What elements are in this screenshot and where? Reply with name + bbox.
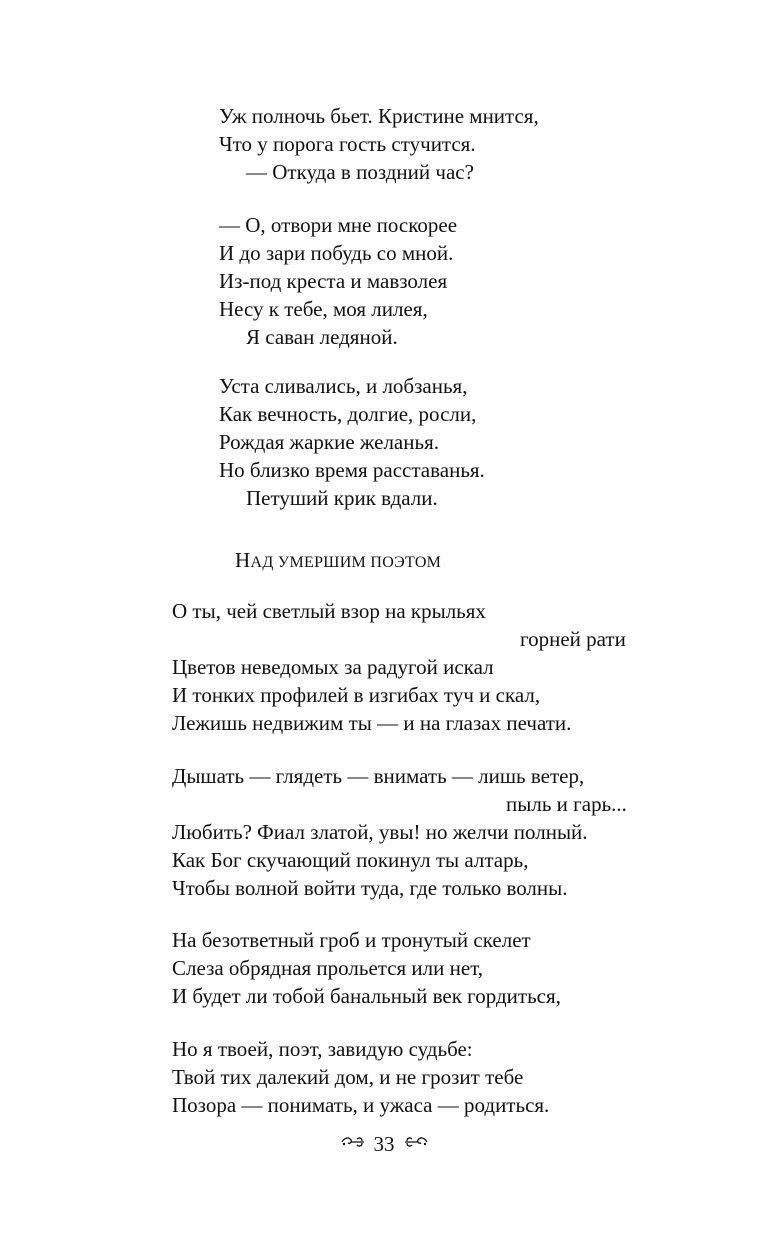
poem-line-runover: пыль и гарь... bbox=[506, 792, 627, 816]
poem-line: Слеза обрядная прольется или нет, bbox=[172, 956, 484, 980]
poem-line: Но я твоей, поэт, завидую судьбе: bbox=[172, 1037, 473, 1061]
poem-line: Несу к тебе, моя лилея, bbox=[219, 297, 428, 321]
poem-line: — Откуда в поздний час? bbox=[246, 160, 474, 184]
poem-title-initial: Н bbox=[235, 548, 251, 572]
poem-line: Но близко время расставанья. bbox=[219, 458, 485, 482]
poem-line: Как вечность, долгие, росли, bbox=[219, 402, 477, 426]
poem-line: Рождая жаркие желанья. bbox=[219, 430, 439, 454]
poem-line: Любить? Фиал златой, увы! но желчи полный. bbox=[172, 820, 588, 844]
poem-line: Лежишь недвижим ты — и на глазах печати. bbox=[172, 711, 572, 735]
poem-line: Чтобы волной войти туда, где только волны. bbox=[172, 876, 568, 900]
poem-line: И будет ли тобой банальный век гордиться, bbox=[172, 984, 561, 1008]
poem-title-rest: АД УМЕРШИМ ПОЭТОМ bbox=[250, 554, 442, 571]
poem-line: О ты, чей светлый взор на крыльях bbox=[172, 599, 486, 623]
poem-line: Дышать — глядеть — внимать — лишь ветер, bbox=[172, 764, 585, 788]
poem-line: Петуший крик вдали. bbox=[246, 486, 438, 510]
poem-line: Как Бог скучающий покинул ты алтарь, bbox=[172, 848, 529, 872]
poem-line: Позора — понимать, и ужаса — родиться. bbox=[172, 1093, 550, 1117]
poem-title bbox=[235, 548, 441, 573]
page-number: 33 bbox=[373, 1132, 395, 1156]
poem-line: Уж полночь бьет. Кристине мнится, bbox=[219, 104, 539, 128]
ornament-left-icon bbox=[340, 1131, 366, 1159]
poem-line: Цветов неведомых за радугой искал bbox=[172, 655, 494, 679]
poem-line: — О, отвори мне поскорее bbox=[219, 213, 458, 237]
poem-line-runover: горней рати bbox=[520, 627, 626, 651]
poem-line: Что у порога гость стучится. bbox=[219, 132, 476, 156]
poem-line: Из-под креста и мавзолея bbox=[219, 269, 448, 293]
poem-line: И тонких профилей в изгибах туч и скал, bbox=[172, 683, 541, 707]
page-footer bbox=[0, 1130, 768, 1159]
poem-line: Я саван ледяной. bbox=[246, 325, 398, 349]
poem-line: Уста сливались, и лобзанья, bbox=[219, 374, 468, 398]
poem-line: На безответный гроб и тронутый скелет bbox=[172, 928, 531, 952]
ornament-right-icon bbox=[403, 1131, 429, 1159]
poem-line: И до зари побудь со мной. bbox=[219, 241, 454, 265]
poem-line: Твой тих далекий дом, и не грозит тебе bbox=[172, 1065, 524, 1089]
